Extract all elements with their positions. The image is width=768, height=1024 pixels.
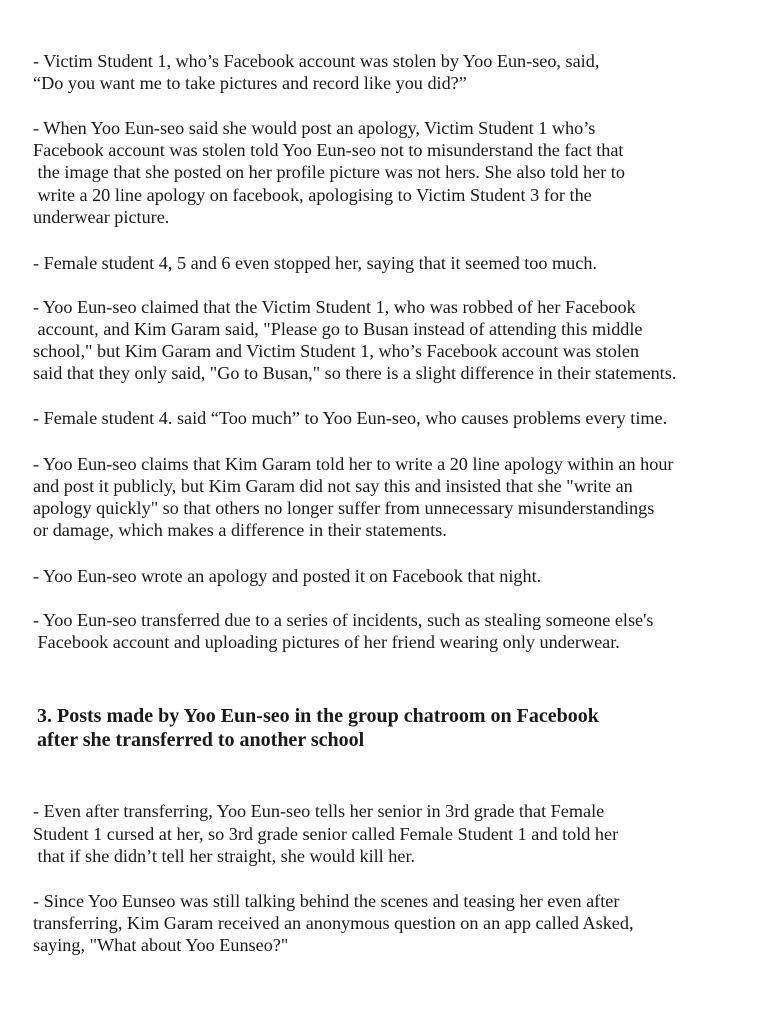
text-line: Student 1 cursed at her, so 3rd grade senior called Female Student 1 and told her bbox=[33, 824, 619, 844]
text-line: transferring, Kim Garam received an anonymous question on an app called Asked, bbox=[33, 913, 634, 933]
text-line: underwear picture. bbox=[33, 207, 170, 227]
text-line: apology quickly" so that others no longer suffer from unnecessary misunderstandings bbox=[33, 498, 655, 518]
text-line: - Since Yoo Eunseo was still talking behind the scenes and teasing her even after bbox=[33, 891, 620, 911]
text-line: - Yoo Eun-seo transferred due to a series of incidents, such as stealing someone else's bbox=[33, 610, 654, 630]
text-line: - Female student 4. said “Too much” to Yoo Eun-seo, who causes problems every time. bbox=[33, 408, 668, 428]
text-line: account, and Kim Garam said, "Please go to Busan instead of attending this middle bbox=[33, 319, 643, 339]
text-line: - Victim Student 1, who’s Facebook account was stolen by Yoo Eun-seo, said, bbox=[33, 51, 600, 71]
text-line: - Yoo Eun-seo wrote an apology and posted it on Facebook that night. bbox=[33, 566, 542, 586]
text-line: - Yoo Eun-seo claimed that the Victim Student 1, who was robbed of her Facebook bbox=[33, 297, 636, 317]
text-line: and post it publicly, but Kim Garam did not say this and insisted that she "write an bbox=[33, 476, 633, 496]
text-line: said that they only said, "Go to Busan," so there is a slight difference in their statements. bbox=[33, 363, 677, 383]
text-line: - Female student 4, 5 and 6 even stopped her, saying that it seemed too much. bbox=[33, 253, 597, 273]
text-line: “Do you want me to take pictures and record like you did?” bbox=[33, 73, 467, 93]
text-line: school," but Kim Garam and Victim Student 1, who’s Facebook account was stolen bbox=[33, 341, 640, 361]
text-line: saying, "What about Yoo Eunseo?" bbox=[33, 935, 289, 955]
section-heading: 3. Posts made by Yoo Eun-seo in the group chatroom on Facebook bbox=[37, 705, 599, 727]
text-line: that if she didn’t tell her straight, she would kill her. bbox=[33, 846, 416, 866]
section-heading: after she transferred to another school bbox=[37, 729, 365, 751]
text-line: - When Yoo Eun-seo said she would post an apology, Victim Student 1 who’s bbox=[33, 118, 596, 138]
text-line: - Even after transferring, Yoo Eun-seo tells her senior in 3rd grade that Female bbox=[33, 801, 605, 821]
text-line: or damage, which makes a difference in their statements. bbox=[33, 520, 447, 540]
text-line: write a 20 line apology on facebook, apologising to Victim Student 3 for the bbox=[33, 185, 592, 205]
text-line: the image that she posted on her profile picture was not hers. She also told her to bbox=[33, 162, 625, 182]
text-line: Facebook account and uploading pictures of her friend wearing only underwear. bbox=[33, 632, 620, 652]
text-line: Facebook account was stolen told Yoo Eun-seo not to misunderstand the fact that bbox=[33, 140, 624, 160]
text-line: - Yoo Eun-seo claims that Kim Garam told her to write a 20 line apology within an hour bbox=[33, 454, 674, 474]
